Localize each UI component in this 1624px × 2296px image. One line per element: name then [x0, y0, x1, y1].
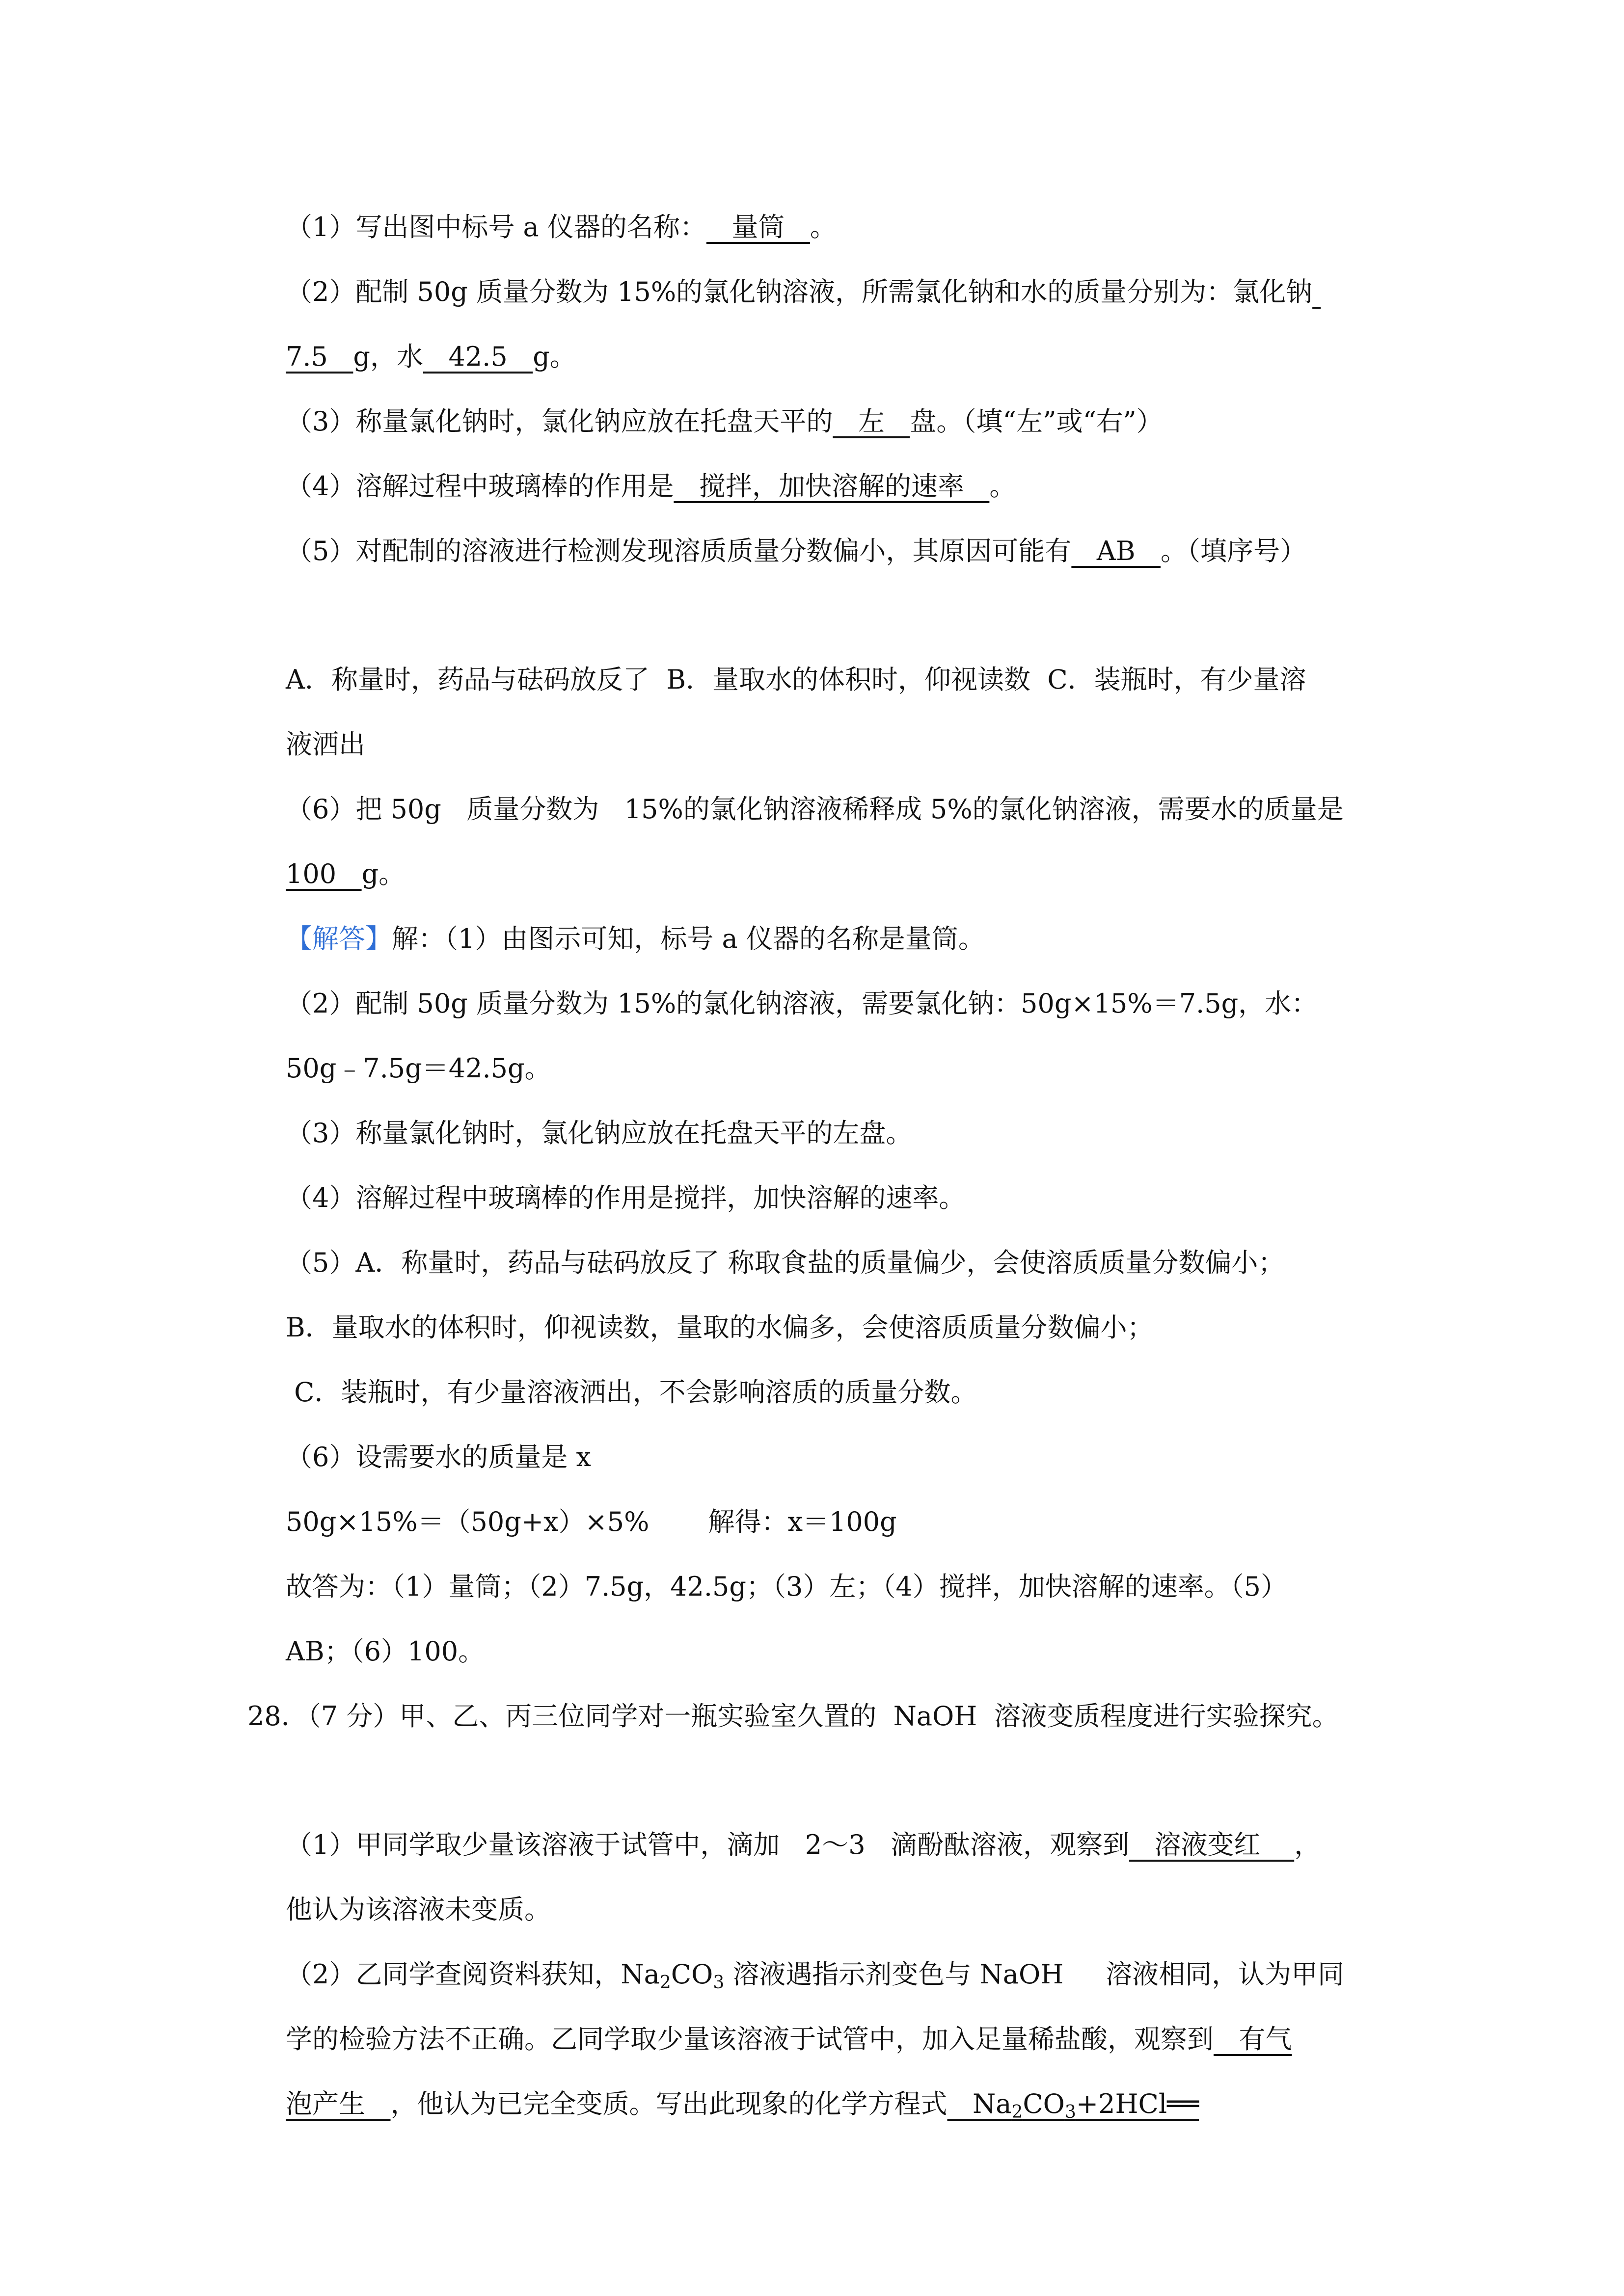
answer-blank: 7.5 [286, 341, 353, 372]
q27-options-line2: 液洒出 [286, 729, 365, 760]
equation-blank: $Na_2CO_3+2HCl══$ [947, 2088, 1199, 2122]
answer-blank: 100 [286, 858, 362, 889]
answer-blank: 42.5 [423, 341, 533, 372]
answer-heading: 【解答】解：（1）由图示可知，标号 a 仪器的名称是量筒。 [286, 923, 985, 954]
q28-part2-line3: 泡产生 ，他认为已完全变质。写出此现象的化学方程式 $Na_2CO_3+2HCl══$ [286, 2088, 1199, 2122]
q27-part2-line1: （2）配制 50g 质量分数为 15%的氯化钠溶液，所需氯化钠和水的质量分别为：氯化钠 [286, 276, 1321, 308]
q28-part1-line2: 他认为该溶液未变质。 [286, 1894, 551, 1925]
q27-part3: （3）称量氯化钠时，氯化钠应放在托盘天平的 左 盘。（填“左”或“右”） [286, 406, 1163, 437]
answer-blank: AB [1071, 535, 1161, 566]
answer-2-line2: 50g﹣7.5g＝42.5g。 [286, 1053, 551, 1084]
answer-4: （4）溶解过程中玻璃棒的作用是搅拌，加快溶解的速率。 [286, 1182, 966, 1213]
q27-part2-line2: 7.5 g，水 42.5 g。 [286, 341, 576, 372]
answer-6-line2: 50g×15%＝（50g+x）×5% 解得：x＝100g [286, 1506, 897, 1537]
final-answer-line1: 故答为：（1）量筒；（2）7.5g，42.5g；（3）左；（4）搅拌，加快溶解的速率。（5） [286, 1571, 1288, 1602]
q27-part4: （4）溶解过程中玻璃棒的作用是 搅拌，加快溶解的速率 。 [286, 471, 1016, 502]
q27-options-line1: A．称量时，药品与砝码放反了 B．量取水的体积时，仰视读数 C．装瓶时，有少量溶 [286, 664, 1306, 695]
answer-5-line2: B．量取水的体积时，仰视读数，量取的水偏多，会使溶质质量分数偏小； [286, 1312, 1154, 1343]
answer-blank: 有气 [1214, 2024, 1292, 2055]
q28-part2-line2: 学的检验方法不正确。乙同学取少量该溶液于试管中，加入足量稀盐酸，观察到 有气 [286, 2024, 1292, 2055]
q28-part1-line1: （1）甲同学取少量该溶液于试管中，滴加 2～3 滴酚酞溶液，观察到 溶液变红 ， [286, 1829, 1321, 1860]
final-answer-line2: AB；（6）100。 [286, 1636, 485, 1667]
answer-5-line1: （5）A．称量时，药品与砝码放反了 称取食盐的质量偏少，会使溶质质量分数偏小； [286, 1247, 1285, 1278]
answer-blank: 泡产生 [286, 2088, 391, 2119]
answer-blank [1312, 276, 1321, 307]
answer-2-line1: （2）配制 50g 质量分数为 15%的氯化钠溶液，需要氯化钠：50g×15%＝7.5g，水： [286, 988, 1318, 1019]
q28-heading: 28．（7 分）甲、乙、丙三位同学对一瓶实验室久置的 NaOH 溶液变质程度进行实验探究。 [247, 1701, 1339, 1732]
answer-blank: 搅拌，加快溶解的速率 [674, 471, 990, 502]
answer-3: （3）称量氯化钠时，氯化钠应放在托盘天平的左盘。 [286, 1118, 913, 1148]
q27-part6-line2: 100 g。 [286, 858, 406, 889]
q27-part6-line1: （6）把 50g 质量分数为 15%的氯化钠溶液稀释成 5%的氯化钠溶液，需要水的质量是 [286, 794, 1344, 825]
q27-part5: （5）对配制的溶液进行检测发现溶质质量分数偏小，其原因可能有 AB 。（填序号） [286, 535, 1307, 566]
answer-tag: 【解答】 [286, 923, 392, 954]
answer-5-line3: C．装瓶时，有少量溶液洒出，不会影响溶质的质量分数。 [286, 1377, 977, 1408]
answer-blank: 溶液变红 [1129, 1829, 1295, 1860]
answer-blank: 量筒 [706, 212, 810, 242]
q28-part2-line1: （2）乙同学查阅资料获知，$Na_2CO_3$ 溶液遇指示剂变色与 NaOH 溶液相同，认为甲同 [286, 1959, 1345, 1993]
q27-part1: （1）写出图中标号 a 仪器的名称： 量筒 。 [286, 212, 837, 242]
answer-6-line1: （6）设需要水的质量是 x [286, 1442, 591, 1472]
answer-blank: 左 [833, 406, 910, 437]
